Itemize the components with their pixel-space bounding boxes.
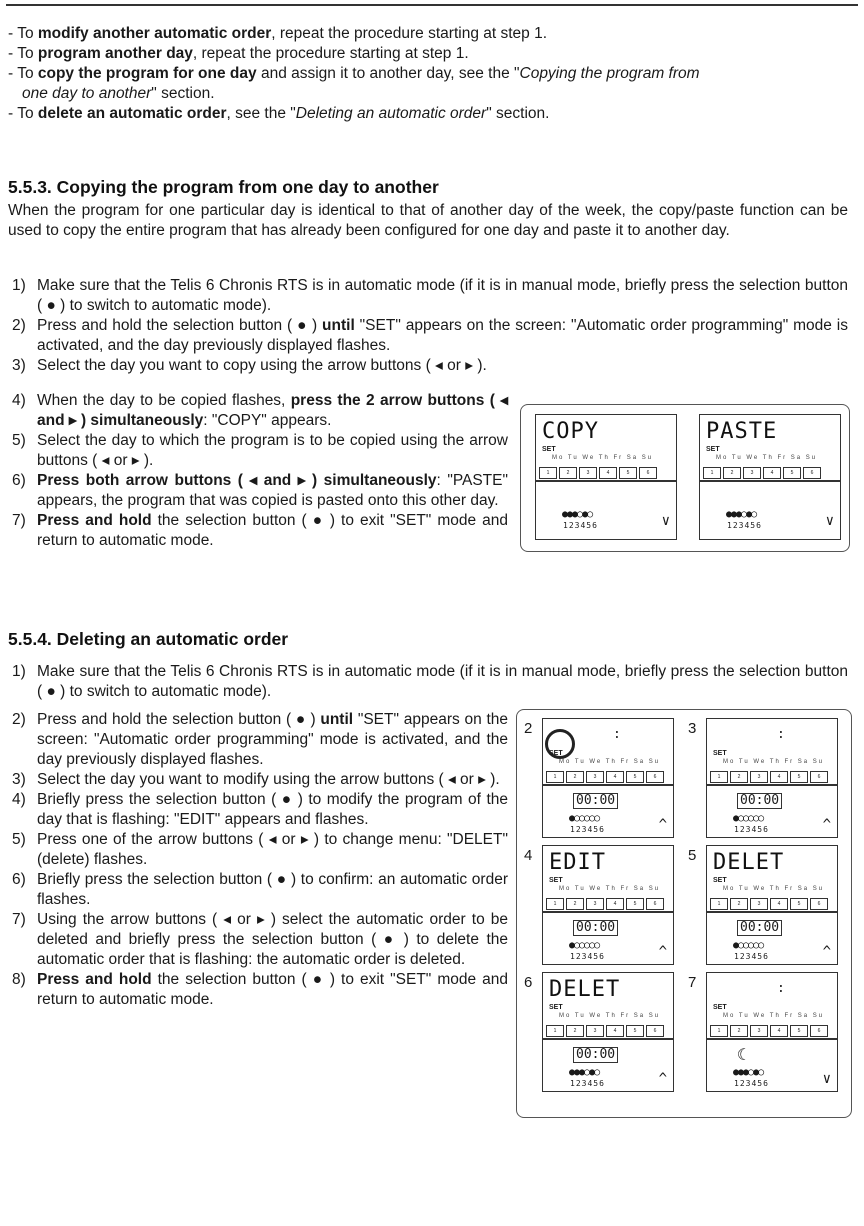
lcd-set: SET <box>713 1004 727 1011</box>
lcd-panel <box>542 718 674 838</box>
lcd-time: 00:00 <box>737 793 782 809</box>
copy-figure <box>520 404 850 552</box>
delete-steps-top <box>8 662 848 702</box>
lcd-rule <box>707 911 837 913</box>
lcd-set: SET <box>706 446 720 453</box>
lcd-rule <box>707 784 837 786</box>
step-item: 2) Press and hold the selection button ( ● ) until "SET" appears on the screen: "Automatic order programming" mode is activated, and the day previously displayed flashes. <box>12 711 508 768</box>
step-item: 5) Press one of the arrow buttons ( ◂ or ▸ ) to change menu: "DELET" (delete) flashes. <box>12 831 508 868</box>
lcd-set: SET <box>549 1004 563 1011</box>
step-item: 7) Press and hold the selection button ( ● ) to exit "SET" mode and return to automatic mode. <box>12 512 508 549</box>
lcd-nums: 123456 <box>734 1079 769 1088</box>
chevron-down-icon: ∨ <box>825 513 834 529</box>
step-item: 6) Briefly press the selection button ( ● ) to confirm: an automatic order flashes. <box>12 871 508 908</box>
copy-steps-top <box>8 276 848 376</box>
section-intro-copy <box>8 201 848 241</box>
lcd-days: Mo Tu We Th Fr Sa Su <box>559 759 661 765</box>
chevron-down-icon: ∨ <box>661 513 670 529</box>
lcd-time: 00:00 <box>737 920 782 936</box>
lcd-panel <box>706 845 838 965</box>
lcd-copy <box>535 414 677 540</box>
step-item: 7) Using the arrow buttons ( ◂ or ▸ ) select the automatic order to be deleted and briefly press the selection button ( ● ) to delete the automatic order that is flashing: the automatic order is deleted. <box>12 911 508 968</box>
lcd-days: Mo Tu We Th Fr Sa Su <box>552 455 654 461</box>
lcd-nums: 123456 <box>734 825 769 834</box>
panel-number: 3 <box>688 720 697 737</box>
lcd-rule <box>543 1038 673 1040</box>
lcd-nums: 123456 <box>727 521 762 530</box>
lcd-slots: 1 2 3 4 5 6 <box>710 1025 828 1037</box>
lcd-dots: ●○○○○○ <box>569 813 600 824</box>
lcd-dots: ●○○○○○ <box>733 940 764 951</box>
lcd-word: DELET <box>549 977 621 1002</box>
step-item: 4) Briefly press the selection button ( ● ) to modify the program of the day that is flashing: "EDIT" appears and flashes. <box>12 791 508 828</box>
lcd-slots: 1 2 3 4 5 6 <box>710 771 828 783</box>
step-item: 3) Select the day you want to modify using the arrow buttons ( ◂ or ▸ ). <box>12 771 500 788</box>
lcd-dots: ●○○○○○ <box>569 940 600 951</box>
lcd-set: SET <box>713 877 727 884</box>
lcd-set: SET <box>549 877 563 884</box>
lcd-dots: ●●●○●○ <box>726 509 757 520</box>
chevron-up-icon: ^ <box>822 817 831 833</box>
lcd-slots: 1 2 3 4 5 6 <box>546 771 664 783</box>
lcd-rule <box>543 784 673 786</box>
step-item: 5) Select the day to which the program is to be copied using the arrow buttons ( ◂ or ▸ ). <box>12 432 508 469</box>
lcd-dots: ●●●○●○ <box>733 1067 764 1078</box>
lcd-nums: 123456 <box>570 952 605 961</box>
copy-steps-side <box>8 391 508 551</box>
lcd-paste <box>699 414 841 540</box>
step-item: 1) Make sure that the Telis 6 Chronis RTS is in automatic mode (if it is in manual mode, briefly press the selection button ( ● ) to switch to automatic mode). <box>12 663 848 700</box>
bullet-item: - To delete an automatic order, see the "Deleting an automatic order" section. <box>8 105 550 122</box>
lcd-rule <box>700 480 840 482</box>
delete-steps-side <box>8 710 508 1010</box>
section-heading-copy: 5.5.3. Copying the program from one day to another <box>8 177 439 197</box>
lcd-time: 00:00 <box>573 920 618 936</box>
panel-number: 6 <box>524 974 533 991</box>
lcd-colon: : <box>777 981 785 996</box>
lcd-time: 00:00 <box>573 793 618 809</box>
bullet-item: - To modify another automatic order, repeat the procedure starting at step 1. <box>8 25 548 42</box>
intro-text: When the program for one particular day is identical to that of another day of the week, the copy/paste function can be used to copy the entire program that has already been configured for one day and paste it to another day. <box>8 202 848 239</box>
lcd-word: COPY <box>542 419 599 444</box>
lcd-days: Mo Tu We Th Fr Sa Su <box>559 886 661 892</box>
bullet-item: - To program another day, repeat the procedure starting at step 1. <box>8 45 469 62</box>
moon-icon: ☾ <box>737 1045 747 1064</box>
lcd-rule <box>543 911 673 913</box>
section-heading-delete: 5.5.4. Deleting an automatic order <box>8 629 289 649</box>
lcd-panel <box>542 845 674 965</box>
lcd-slots: 1 2 3 4 5 6 <box>546 898 664 910</box>
lcd-dots: ●●●○●○ <box>569 1067 600 1078</box>
top-rule <box>6 4 858 6</box>
bullet-list <box>8 24 848 124</box>
step-item: 6) Press both arrow buttons ( ◂ and ▸ ) simultaneously: "PASTE" appears, the program that was copied is pasted onto this other day. <box>12 472 508 509</box>
lcd-nums: 123456 <box>563 521 598 530</box>
chevron-up-icon: ^ <box>822 944 831 960</box>
chevron-down-icon: ∨ <box>822 1071 831 1087</box>
lcd-panel <box>706 718 838 838</box>
lcd-days: Mo Tu We Th Fr Sa Su <box>716 455 818 461</box>
lcd-slots: 1 2 3 4 5 6 <box>546 1025 664 1037</box>
lcd-colon: : <box>613 727 621 742</box>
chevron-up-icon: ^ <box>658 1071 667 1087</box>
lcd-slots: 1 2 3 4 5 6 <box>539 467 657 479</box>
step-item: 3) Select the day you want to copy using the arrow buttons ( ◂ or ▸ ). <box>12 357 487 374</box>
lcd-days: Mo Tu We Th Fr Sa Su <box>723 886 825 892</box>
bullet-continuation: one day to another" section. <box>22 85 215 102</box>
panel-number: 2 <box>524 720 533 737</box>
step-item: 2) Press and hold the selection button ( ● ) until "SET" appears on the screen: "Automatic order programming" mode is activated, and the day previously displayed flashes. <box>12 317 848 354</box>
lcd-word: PASTE <box>706 419 778 444</box>
panel-number: 7 <box>688 974 697 991</box>
lcd-slots: 1 2 3 4 5 6 <box>703 467 821 479</box>
panel-number: 4 <box>524 847 533 864</box>
step-item: 8) Press and hold the selection button ( ● ) to exit "SET" mode and return to automatic mode. <box>12 971 508 1008</box>
lcd-set: SET <box>549 750 563 757</box>
lcd-panel <box>542 972 674 1092</box>
lcd-set: SET <box>713 750 727 757</box>
step-item: 1) Make sure that the Telis 6 Chronis RTS is in automatic mode (if it is in manual mode, briefly press the selection button ( ● ) to switch to automatic mode). <box>12 277 848 314</box>
step-item: 4) When the day to be copied flashes, press the 2 arrow buttons ( ◂ and ▸ ) simultaneously: "COPY" appears. <box>12 392 508 429</box>
lcd-nums: 123456 <box>734 952 769 961</box>
chevron-up-icon: ^ <box>658 817 667 833</box>
lcd-panel <box>706 972 838 1092</box>
lcd-word: EDIT <box>549 850 606 875</box>
bullet-item: - To copy the program for one day and assign it to another day, see the "Copying the program from <box>8 65 700 82</box>
lcd-nums: 123456 <box>570 825 605 834</box>
lcd-days: Mo Tu We Th Fr Sa Su <box>559 1013 661 1019</box>
lcd-rule <box>707 1038 837 1040</box>
lcd-colon: : <box>777 727 785 742</box>
lcd-days: Mo Tu We Th Fr Sa Su <box>723 1013 825 1019</box>
lcd-dots: ●○○○○○ <box>733 813 764 824</box>
lcd-word: DELET <box>713 850 785 875</box>
lcd-time: 00:00 <box>573 1047 618 1063</box>
lcd-set: SET <box>542 446 556 453</box>
lcd-nums: 123456 <box>570 1079 605 1088</box>
chevron-up-icon: ^ <box>658 944 667 960</box>
lcd-slots: 1 2 3 4 5 6 <box>710 898 828 910</box>
lcd-dots: ●●●○●○ <box>562 509 593 520</box>
panel-number: 5 <box>688 847 697 864</box>
lcd-days: Mo Tu We Th Fr Sa Su <box>723 759 825 765</box>
lcd-rule <box>536 480 676 482</box>
